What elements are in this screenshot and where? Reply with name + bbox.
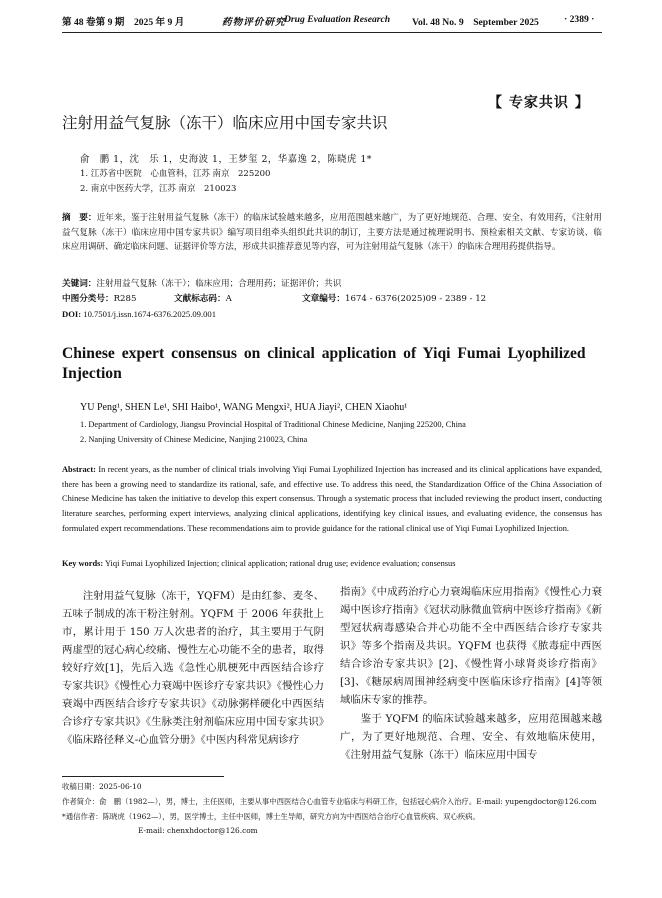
footnote-email[interactable]: E-mail: chenxhdoctor@126.com <box>138 826 258 835</box>
english-affiliation-1: 1. Department of Cardiology, Jiangsu Provincial Hospital of Traditional Chinese Medicine, Nanjing 225200, China <box>80 420 466 429</box>
body-column-left: 注射用益气复脉（冻干，YQFM）是由红参、麦冬、五味子制成的冻干粉注射剂。YQFM 于 2006 年获批上市，累计用于 150 万人次患者的治疗，其主要用于气阴两虚型的冠心病心绞痛、慢性左心功能不全的患者，取得较好疗效[1]，先后入选《急性心肌梗死中西医结合诊疗专家共识》《慢性心力衰竭中医诊疗专家共识》《慢性心力衰竭中西医结合诊疗专家共识》《动脉粥样硬化中西医结合诊疗专家共识》《生脉类注射剂临床应用中国专家共识》《临床路径释义-心血管分册》《中医内科常见病诊疗 <box>62 590 324 746</box>
english-affiliation-2: 2. Nanjing University of Chinese Medicine, Nanjing 210023, China <box>80 435 308 444</box>
english-abstract <box>62 463 602 537</box>
body-column-right-part1: 指南》《中成药治疗心力衰竭临床应用指南》《慢性心力衰竭中医诊疗指南》《冠状动脉微血管病中医诊疗指南》《新型冠状病毒感染合并心功能不全中西医结合诊疗专家共识》等多个指南及共识。YQFM 也获得《脓毒症中西医结合诊治专家共识》[2]、《慢性肾小球肾炎诊疗指南》[3]、《糖尿病周围神经病变中医临床诊疗指南》[4]等领域临床专家的推荐。 <box>340 586 602 706</box>
header-journal-name: Drug Evaluation Research <box>284 14 391 25</box>
article-number-value: 1674 - 6376(2025)09 - 2389 - 12 <box>344 294 487 304</box>
chinese-affiliation-1: 1. 江苏省中医院 心血管科，江苏 南京 225200 <box>80 169 271 179</box>
chinese-keywords-label: 关键词： <box>62 279 97 289</box>
footnote-corresponding: *通信作者：陈晓虎（1962—），男，医学博士，主任中医师，博士生导师，研究方向为中西医结合治疗心血管疾病、双心疾病。 <box>62 812 480 821</box>
english-title: Chinese expert consensus on clinical application of Yiqi Fumai Lyophilized Injection <box>62 345 586 382</box>
footnote-rule <box>62 776 224 777</box>
header-rule <box>62 32 602 33</box>
journal-logo: 药物评价研究 <box>222 17 286 28</box>
header-volume-cn: 第 48 卷第 9 期 2025 年 9 月 <box>62 17 185 28</box>
chinese-affiliation-2: 2. 南京中医药大学，江苏 南京 210023 <box>80 184 237 194</box>
doi-value[interactable]: 10.7501/j.issn.1674-6376.2025.09.001 <box>83 309 216 319</box>
article-number-label: 文章编号： <box>302 294 345 304</box>
running-header <box>62 10 602 30</box>
article-number <box>302 292 486 307</box>
header-volume-en: Vol. 48 No. 9 September 2025 <box>412 17 539 28</box>
document-code <box>174 292 232 307</box>
english-keywords-label: Key words: <box>62 559 104 568</box>
clc-value: R285 <box>113 294 137 304</box>
english-keywords <box>62 557 455 572</box>
chinese-abstract-text: 近年来，鉴于注射用益气复脉（冻干）的临床试验越来越多，应用范围越来越广，为了更好地规范、合理、安全、有效用药，《注射用益气复脉（冻干）临床应用中国专家共识》编写项目组牵头组织此共识的制订，主要方法是通过梳理说明书、预检索相关文献、专家访谈、临床应用调研、确定临床问题、证据评价等方法，形成共识推荐意见等内容，可为注射用益气复脉（冻干）的临床合理用药提供指导。 <box>62 213 602 252</box>
classification-line <box>62 292 602 307</box>
body-column-right-part2: 鉴于 YQFM 的临床试验越来越多，应用范围越来越广，为了更好地规范、合理、安全、有效地临床使用，《注射用益气复脉（冻干）临床应用中国专 <box>340 713 602 761</box>
footnote-author-info: 作者简介：俞 鹏（1982—），男，博士，主任医师，主要从事中西医结合心血管专业临床与科研工作，包括冠心病介入治疗。E-mail: yupengdoctor@126.com <box>62 797 597 806</box>
section-tag: 【 专家共识 】 <box>488 95 590 111</box>
chinese-title: 注射用益气复脉（冻干）临床应用中国专家共识 <box>62 114 388 132</box>
english-keywords-text: Yiqi Fumai Lyophilized Injection; clinical application; rational drug use; evidence evaluation; consensus <box>104 559 456 568</box>
doi-label: DOI: <box>62 309 82 319</box>
clc-code <box>62 292 136 307</box>
english-abstract-label: Abstract: <box>62 465 96 474</box>
chinese-authors: 俞 鹏 1，沈 乐 1，史海波 1，王梦玺 2，华嘉逸 2，陈晓虎 1* <box>80 154 372 165</box>
footnote-received: 收稿日期：2025-06-10 <box>62 782 142 791</box>
header-page-number: · 2389 · <box>564 14 595 25</box>
english-abstract-text: In recent years, as the number of clinical trials involving Yiqi Fumai Lyophilized Injection has increased and its clinical applications have expanded, there has been a growing need to standardize its rational, safe, and effective use. To address this need, the Standardization Office of the China Association of Chinese Medicine has taken the initiative to develop this expert consensus. Through a systematic process that included reviewing the product insert, conducting literature searches, performing expert interviews, analyzing clinical applications, identifying key clinical issues, and evaluating evidence, the consensus has formulated expert recommendations. These recommendations aim to provide guidance for the rational clinical use of Yiqi Fumai Lyophilized Injection. <box>62 465 603 533</box>
document-code-label: 文献标志码： <box>174 294 226 304</box>
chinese-keywords <box>62 277 341 292</box>
chinese-abstract <box>62 211 602 255</box>
chinese-abstract-label: 摘 要： <box>62 213 97 223</box>
chinese-keywords-text: 注射用益气复脉（冻干）；临床应用；合理用药；证据评价；共识 <box>96 279 342 289</box>
doi-line <box>62 307 216 322</box>
clc-label: 中图分类号： <box>62 294 114 304</box>
document-code-value: A <box>225 294 232 304</box>
english-authors: YU Peng¹, SHEN Le¹, SHI Haibo¹, WANG Mengxi², HUA Jiayi², CHEN Xiaohu¹ <box>80 402 408 413</box>
